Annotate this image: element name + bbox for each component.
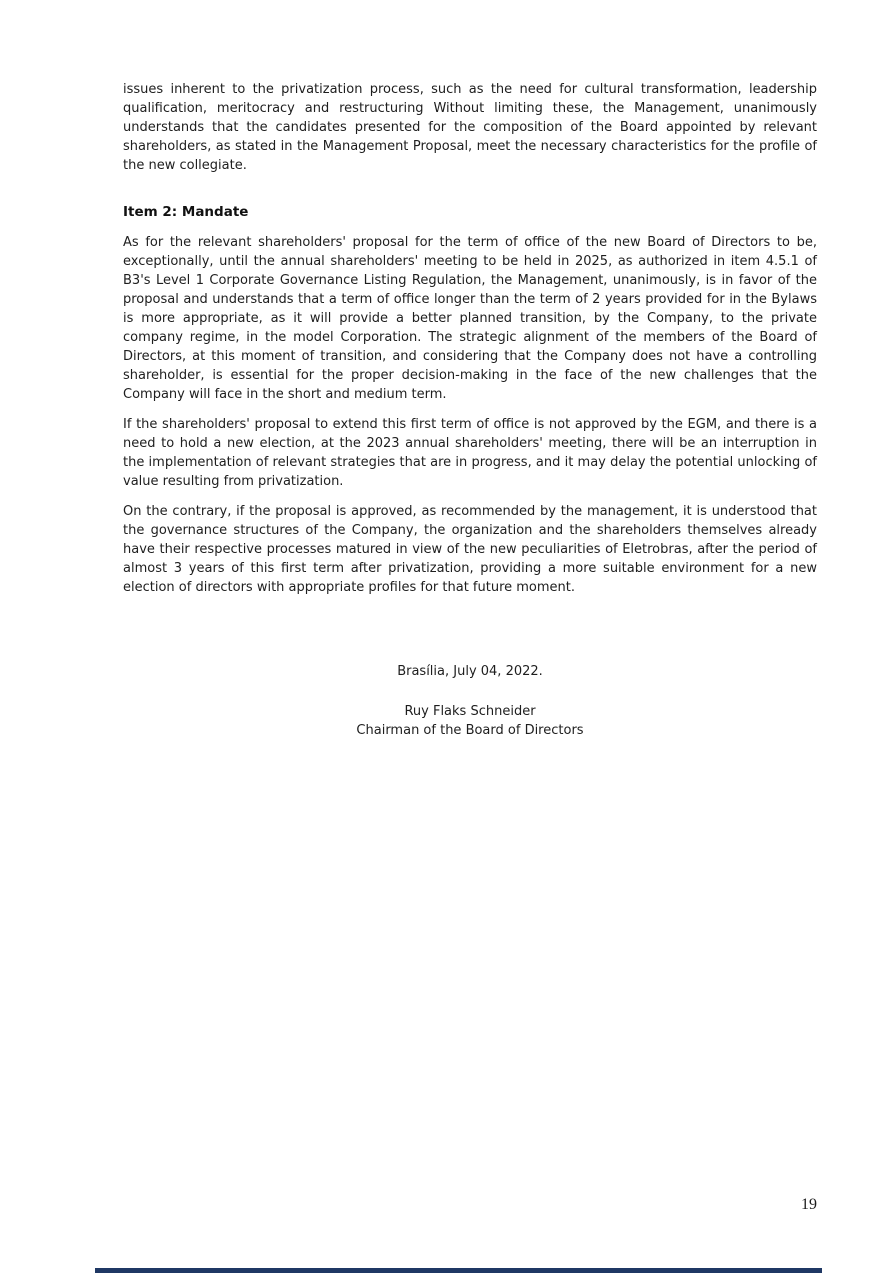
page-number: 19	[801, 1196, 817, 1213]
body-paragraph: As for the relevant shareholders' proposal for the term of office of the new Board of Directors to be, exceptionally, until the annual shareholders' meeting to be held in 2025, as authorized in item 4.5.1 of B3's Level 1 Corporate Governance Listing Regulation, the Management, unanimously, is in favor of the proposal and understands that a term of office longer than the term of 2 years provided for in the Bylaws is more appropriate, as it will provide a better planned transition, by the Company, to the private company regime, in the model Corporation. The strategic alignment of the members of the Board of Directors, at this moment of transition, and considering that the Company does not have a controlling shareholder, is essential for the proper decision-making in the face of the new challenges that the Company will face in the short and medium term.	[123, 235, 817, 402]
body-paragraph-continuation: issues inherent to the privatization process, such as the need for cultural transformation, leadership qualification, meritocracy and restructuring Without limiting these, the Management, unanimously understands that the candidates presented for the composition of the Board appointed by relevant shareholders, as stated in the Management Proposal, meet the necessary characteristics for the profile of the new collegiate.	[123, 82, 817, 173]
signatory-name: Ruy Flaks Schneider	[404, 704, 536, 719]
body-paragraph: On the contrary, if the proposal is approved, as recommended by the management, it is understood that the governance structures of the Company, the organization and the shareholders themselves already have their respective processes matured in view of the new peculiarities of Eletrobras, after the period of almost 3 years of this first term after privatization, providing a more suitable environment for a new election of directors with appropriate profiles for that future moment.	[123, 504, 817, 595]
page-content	[123, 80, 817, 740]
date-line: Brasília, July 04, 2022.	[397, 664, 543, 679]
signature-block	[123, 702, 817, 740]
footer-bar	[95, 1268, 822, 1273]
section-heading: Item 2: Mandate	[123, 204, 249, 220]
signatory-title: Chairman of the Board of Directors	[356, 723, 584, 738]
body-paragraph: If the shareholders' proposal to extend this first term of office is not approved by the EGM, and there is a need to hold a new election, at the 2023 annual shareholders' meeting, there will be an interruption in the implementation of relevant strategies that are in progress, and it may delay the potential unlocking of value resulting from privatization.	[123, 417, 817, 489]
